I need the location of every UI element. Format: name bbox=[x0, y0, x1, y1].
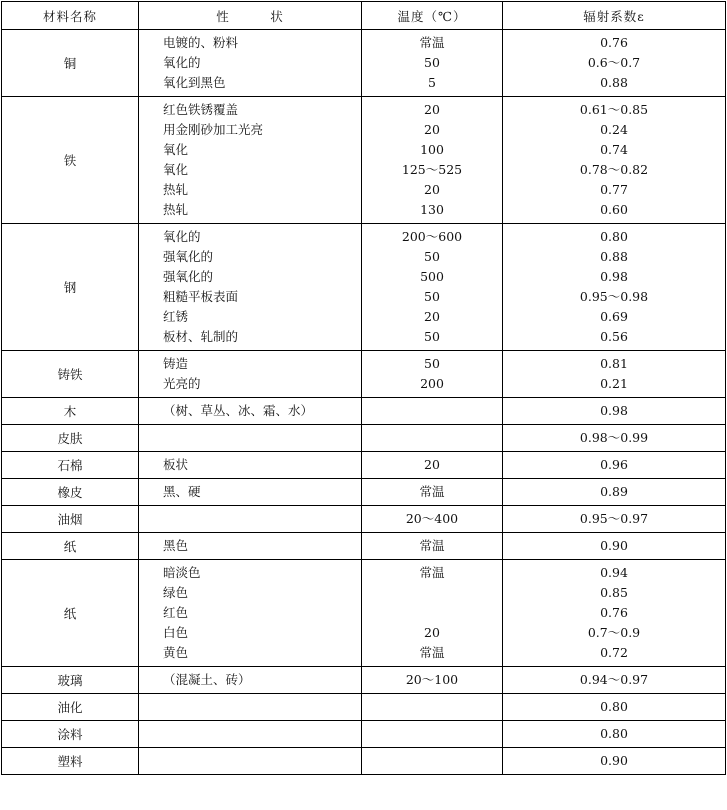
emissivity-value: 0.69 bbox=[600, 309, 628, 324]
table-row bbox=[2, 224, 726, 351]
property-cell bbox=[139, 479, 362, 506]
property-line bbox=[163, 751, 361, 771]
table-row bbox=[2, 667, 726, 694]
emissivity-value: 0.96 bbox=[600, 457, 628, 472]
material-name-cell bbox=[2, 479, 139, 506]
property-line: 氧化的 bbox=[163, 55, 201, 70]
emissivity-value: 0.98 bbox=[600, 269, 628, 284]
temperature-value: 常温 bbox=[419, 538, 445, 553]
emissivity-value: 0.72 bbox=[600, 645, 628, 660]
temperature-value bbox=[362, 603, 502, 623]
table-row bbox=[2, 425, 726, 452]
table-row bbox=[2, 97, 726, 224]
temperature-value: 50 bbox=[424, 356, 440, 371]
property-line: 热轧 bbox=[163, 202, 189, 217]
property-line bbox=[163, 697, 361, 717]
material-name: 钢 bbox=[63, 280, 77, 295]
temperature-value: 20 bbox=[424, 102, 440, 117]
table-row bbox=[2, 533, 726, 560]
material-name-cell bbox=[2, 694, 139, 721]
emissivity-cell bbox=[503, 30, 726, 97]
material-name-cell bbox=[2, 425, 139, 452]
header-material: 材料名称 bbox=[2, 2, 139, 30]
property-cell bbox=[139, 30, 362, 97]
material-name-cell bbox=[2, 560, 139, 667]
emissivity-cell bbox=[503, 398, 726, 425]
emissivity-value: 0.90 bbox=[600, 753, 628, 768]
property-cell bbox=[139, 97, 362, 224]
property-line: 光亮的 bbox=[163, 376, 201, 391]
emissivity-value: 0.60 bbox=[600, 202, 628, 217]
property-line: 强氧化的 bbox=[163, 269, 214, 284]
temperature-cell bbox=[362, 351, 503, 398]
emissivity-cell bbox=[503, 721, 726, 748]
temperature-value: 20 bbox=[424, 182, 440, 197]
temperature-value: 125～525 bbox=[401, 162, 463, 177]
property-cell bbox=[139, 560, 362, 667]
emissivity-cell bbox=[503, 97, 726, 224]
table-row bbox=[2, 694, 726, 721]
header-properties: 性 状 bbox=[139, 2, 362, 30]
temperature-value bbox=[362, 697, 502, 717]
temperature-cell bbox=[362, 506, 503, 533]
property-line: 白色 bbox=[163, 625, 189, 640]
material-name: 油化 bbox=[57, 700, 83, 715]
property-cell bbox=[139, 721, 362, 748]
temperature-cell bbox=[362, 425, 503, 452]
property-line: 红色铁锈覆盖 bbox=[163, 102, 239, 117]
property-line: 板状 bbox=[163, 457, 189, 472]
property-line: 热轧 bbox=[163, 182, 189, 197]
temperature-value: 50 bbox=[424, 55, 440, 70]
emissivity-cell bbox=[503, 560, 726, 667]
emissivity-value: 0.76 bbox=[600, 35, 628, 50]
emissivity-cell bbox=[503, 224, 726, 351]
temperature-value: 100 bbox=[420, 142, 444, 157]
temperature-value: 200～600 bbox=[401, 229, 463, 244]
emissivity-cell bbox=[503, 533, 726, 560]
material-name: 铁 bbox=[63, 153, 77, 168]
property-line: 红锈 bbox=[163, 309, 189, 324]
temperature-cell bbox=[362, 398, 503, 425]
emissivity-value: 0.74 bbox=[600, 142, 628, 157]
property-cell bbox=[139, 506, 362, 533]
property-line bbox=[163, 724, 361, 744]
temperature-value: 20 bbox=[424, 309, 440, 324]
header-temperature: 温度（℃） bbox=[362, 2, 503, 30]
temperature-value: 常温 bbox=[419, 565, 445, 580]
temperature-value: 常温 bbox=[419, 484, 445, 499]
emissivity-value: 0.94 bbox=[600, 565, 628, 580]
temperature-value: 20 bbox=[424, 625, 440, 640]
emissivity-value: 0.88 bbox=[600, 75, 628, 90]
emissivity-cell bbox=[503, 667, 726, 694]
emissivity-value: 0.95～0.97 bbox=[579, 511, 649, 526]
emissivity-value: 0.98～0.99 bbox=[579, 430, 649, 445]
property-line: 黄色 bbox=[163, 645, 189, 660]
emissivity-value: 0.76 bbox=[600, 605, 628, 620]
temperature-value: 130 bbox=[420, 202, 444, 217]
property-line: 粗糙平板表面 bbox=[163, 289, 239, 304]
temperature-cell bbox=[362, 560, 503, 667]
emissivity-cell bbox=[503, 425, 726, 452]
temperature-cell bbox=[362, 667, 503, 694]
material-name-cell bbox=[2, 721, 139, 748]
emissivity-value: 0.56 bbox=[600, 329, 628, 344]
material-name-cell bbox=[2, 667, 139, 694]
temperature-value: 20 bbox=[424, 122, 440, 137]
property-line: 电镀的、粉料 bbox=[163, 35, 239, 50]
temperature-value: 200 bbox=[420, 376, 444, 391]
table-row bbox=[2, 506, 726, 533]
property-cell bbox=[139, 351, 362, 398]
table-row bbox=[2, 30, 726, 97]
material-name: 油烟 bbox=[57, 512, 83, 527]
temperature-value bbox=[362, 428, 502, 448]
temperature-cell bbox=[362, 30, 503, 97]
temperature-value: 50 bbox=[424, 249, 440, 264]
temperature-cell bbox=[362, 452, 503, 479]
property-cell bbox=[139, 533, 362, 560]
emissivity-value: 0.81 bbox=[600, 356, 628, 371]
material-name: 纸 bbox=[63, 606, 77, 621]
temperature-cell bbox=[362, 533, 503, 560]
property-cell bbox=[139, 452, 362, 479]
property-cell bbox=[139, 694, 362, 721]
emissivity-value: 0.85 bbox=[600, 585, 628, 600]
material-name: 铸铁 bbox=[57, 367, 83, 382]
material-name: 橡皮 bbox=[57, 485, 83, 500]
header-emissivity: 辐射系数ε bbox=[503, 2, 726, 30]
emissivity-value: 0.90 bbox=[600, 538, 628, 553]
emissivity-cell bbox=[503, 748, 726, 775]
material-name: 石棉 bbox=[57, 458, 83, 473]
material-name: 木 bbox=[63, 404, 77, 419]
table-row bbox=[2, 748, 726, 775]
property-line: （混凝土、砖） bbox=[163, 672, 251, 687]
material-name: 皮肤 bbox=[57, 431, 83, 446]
emissivity-value: 0.95～0.98 bbox=[579, 289, 649, 304]
property-cell bbox=[139, 667, 362, 694]
emissivity-value: 0.80 bbox=[600, 699, 628, 714]
property-line: 用金刚砂加工光亮 bbox=[163, 122, 264, 137]
temperature-value: 20～400 bbox=[405, 511, 459, 526]
material-name-cell bbox=[2, 351, 139, 398]
property-line bbox=[163, 509, 361, 529]
material-name-cell bbox=[2, 97, 139, 224]
emissivity-cell bbox=[503, 452, 726, 479]
temperature-value: 50 bbox=[424, 329, 440, 344]
emissivity-cell bbox=[503, 351, 726, 398]
property-cell bbox=[139, 398, 362, 425]
temperature-value: 50 bbox=[424, 289, 440, 304]
material-name-cell bbox=[2, 533, 139, 560]
temperature-value bbox=[362, 724, 502, 744]
material-name: 塑料 bbox=[57, 754, 83, 769]
property-line: 氧化到黑色 bbox=[163, 75, 226, 90]
table-body bbox=[2, 30, 726, 775]
property-line bbox=[163, 428, 361, 448]
temperature-value: 常温 bbox=[419, 35, 445, 50]
emissivity-value: 0.61～0.85 bbox=[579, 102, 649, 117]
material-name: 玻璃 bbox=[57, 673, 83, 688]
emissivity-value: 0.80 bbox=[600, 229, 628, 244]
temperature-value bbox=[362, 401, 502, 421]
emissivity-value: 0.94～0.97 bbox=[579, 672, 649, 687]
material-name-cell bbox=[2, 224, 139, 351]
temperature-cell bbox=[362, 694, 503, 721]
temperature-value: 5 bbox=[428, 75, 436, 90]
temperature-cell bbox=[362, 479, 503, 506]
temperature-value bbox=[362, 583, 502, 603]
table-row bbox=[2, 560, 726, 667]
emissivity-table bbox=[1, 1, 726, 775]
property-line: 绿色 bbox=[163, 585, 189, 600]
property-line: 红色 bbox=[163, 605, 189, 620]
temperature-cell bbox=[362, 224, 503, 351]
property-cell bbox=[139, 425, 362, 452]
property-line: 黑、硬 bbox=[163, 484, 201, 499]
table-row bbox=[2, 351, 726, 398]
emissivity-value: 0.24 bbox=[600, 122, 628, 137]
property-line: 黑色 bbox=[163, 538, 189, 553]
property-line: 氧化的 bbox=[163, 229, 201, 244]
temperature-value: 常温 bbox=[419, 645, 445, 660]
temperature-cell bbox=[362, 748, 503, 775]
material-name-cell bbox=[2, 398, 139, 425]
emissivity-value: 0.77 bbox=[600, 182, 628, 197]
property-line: 氧化 bbox=[163, 142, 189, 157]
emissivity-cell bbox=[503, 479, 726, 506]
emissivity-value: 0.89 bbox=[600, 484, 628, 499]
temperature-value: 500 bbox=[420, 269, 444, 284]
property-cell bbox=[139, 224, 362, 351]
temperature-cell bbox=[362, 721, 503, 748]
table-row bbox=[2, 721, 726, 748]
property-line: 暗淡色 bbox=[163, 565, 201, 580]
emissivity-cell bbox=[503, 694, 726, 721]
emissivity-cell bbox=[503, 506, 726, 533]
property-cell bbox=[139, 748, 362, 775]
emissivity-value: 0.98 bbox=[600, 403, 628, 418]
material-name-cell bbox=[2, 452, 139, 479]
property-line: 氧化 bbox=[163, 162, 189, 177]
temperature-cell bbox=[362, 97, 503, 224]
material-name: 纸 bbox=[63, 539, 77, 554]
material-name: 涂料 bbox=[57, 727, 83, 742]
table-row bbox=[2, 452, 726, 479]
emissivity-value: 0.21 bbox=[600, 376, 628, 391]
material-name-cell bbox=[2, 748, 139, 775]
property-line: （树、草丛、冰、霜、水） bbox=[163, 403, 314, 418]
material-name: 铜 bbox=[63, 56, 77, 71]
emissivity-value: 0.80 bbox=[600, 726, 628, 741]
temperature-value bbox=[362, 751, 502, 771]
property-line: 铸造 bbox=[163, 356, 189, 371]
emissivity-value: 0.78～0.82 bbox=[579, 162, 649, 177]
header-row bbox=[2, 2, 726, 30]
temperature-value: 20～100 bbox=[405, 672, 459, 687]
emissivity-value: 0.6～0.7 bbox=[587, 55, 641, 70]
emissivity-value: 0.88 bbox=[600, 249, 628, 264]
property-line: 板材、轧制的 bbox=[163, 329, 239, 344]
table-row bbox=[2, 479, 726, 506]
property-line: 强氧化的 bbox=[163, 249, 214, 264]
temperature-value: 20 bbox=[424, 457, 440, 472]
table-row bbox=[2, 398, 726, 425]
emissivity-value: 0.7～0.9 bbox=[587, 625, 641, 640]
material-name-cell bbox=[2, 30, 139, 97]
material-name-cell bbox=[2, 506, 139, 533]
